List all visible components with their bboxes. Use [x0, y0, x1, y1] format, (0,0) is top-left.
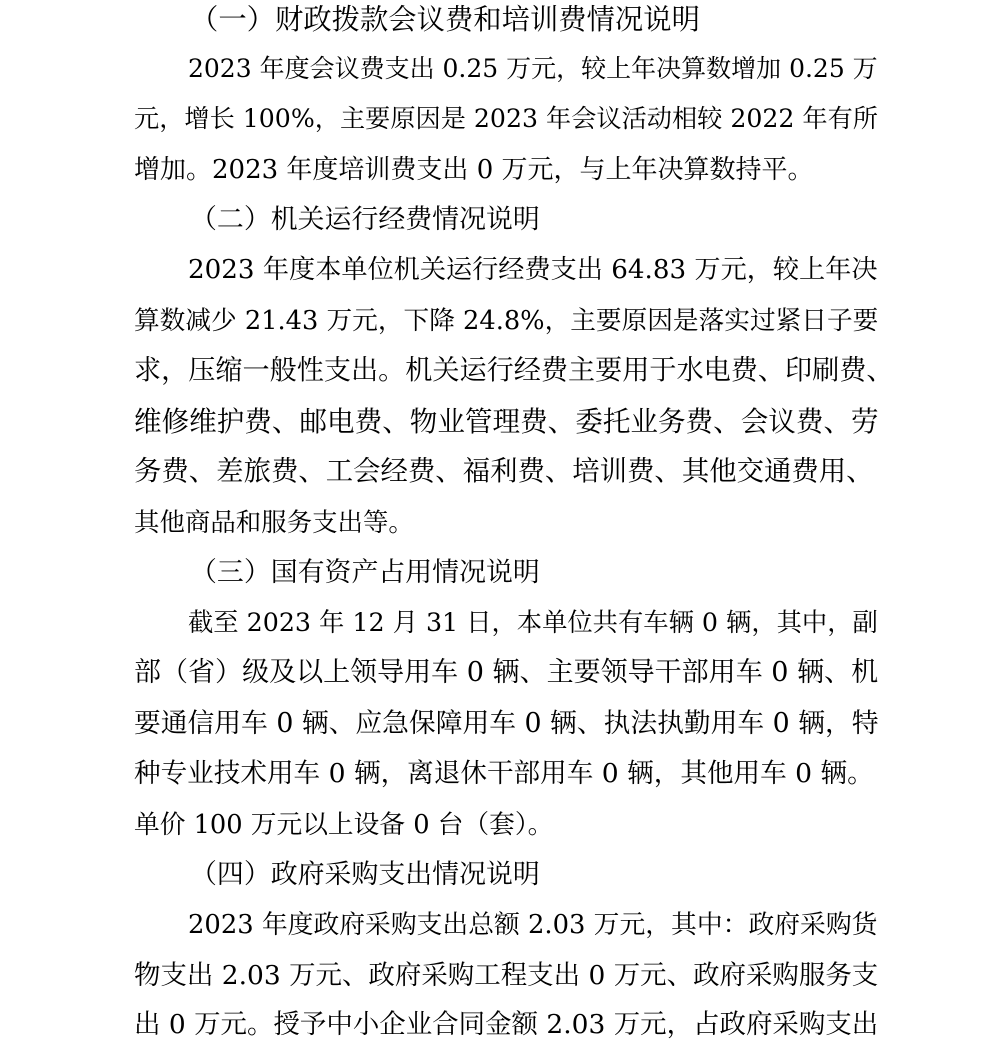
paragraph-line: 其他商品和服务支出等。	[134, 508, 414, 538]
paragraph-line: 种专业技术用车 0 辆，离退休干部用车 0 辆，其他用车 0 辆。	[134, 758, 874, 789]
paragraph-line: 单价 100 万元以上设备 0 台（套）。	[134, 810, 554, 840]
paragraph-line: 维修维护费、邮电费、物业管理费、委托业务费、会议费、劳	[134, 405, 879, 438]
paragraph-line: 要通信用车 0 辆、应急保障用车 0 辆、执法执勤用车 0 辆，特	[134, 708, 879, 739]
paragraph-line: 出 0 万元。授予中小企业合同金额 2.03 万元，占政府采购支出	[134, 1009, 879, 1040]
paragraph-line: 元，增长 100%，主要原因是 2023 年会议活动相较 2022 年有所	[134, 104, 878, 133]
paragraph-line: 2023 年度本单位机关运行经费支出 64.83 万元，较上年决	[188, 255, 878, 285]
section-heading-3: （三）国有资产占用情况说明	[190, 557, 540, 588]
paragraph-line: 务费、差旅费、工会经费、福利费、培训费、其他交通费用、	[134, 456, 874, 487]
paragraph-line: 增加。2023 年度培训费支出 0 万元，与上年决算数持平。	[134, 155, 814, 185]
paragraph-line: 物支出 2.03 万元、政府采购工程支出 0 万元、政府采购服务支	[134, 960, 879, 991]
section-heading-2: （二）机关运行经费情况说明	[190, 204, 540, 235]
section-heading-1: （一）财政拨款会议费和培训费情况说明	[190, 3, 700, 36]
paragraph-line: 2023 年度政府采购支出总额 2.03 万元，其中：政府采购货	[188, 910, 878, 940]
paragraph-line: 算数减少 21.43 万元，下降 24.8%，主要原因是落实过紧日子要	[134, 306, 879, 336]
paragraph-line: 部（省）级及以上领导用车 0 辆、主要领导干部用车 0 辆、机	[134, 657, 879, 688]
paragraph-line: 求，压缩一般性支出。机关运行经费主要用于水电费、印刷费、	[134, 355, 894, 386]
paragraph-line: 2023 年度会议费支出 0.25 万元，较上年决算数增加 0.25 万	[188, 54, 878, 83]
paragraph-line: 截至 2023 年 12 月 31 日，本单位共有车辆 0 辆，其中，副	[188, 608, 878, 637]
section-heading-4: （四）政府采购支出情况说明	[190, 859, 540, 890]
